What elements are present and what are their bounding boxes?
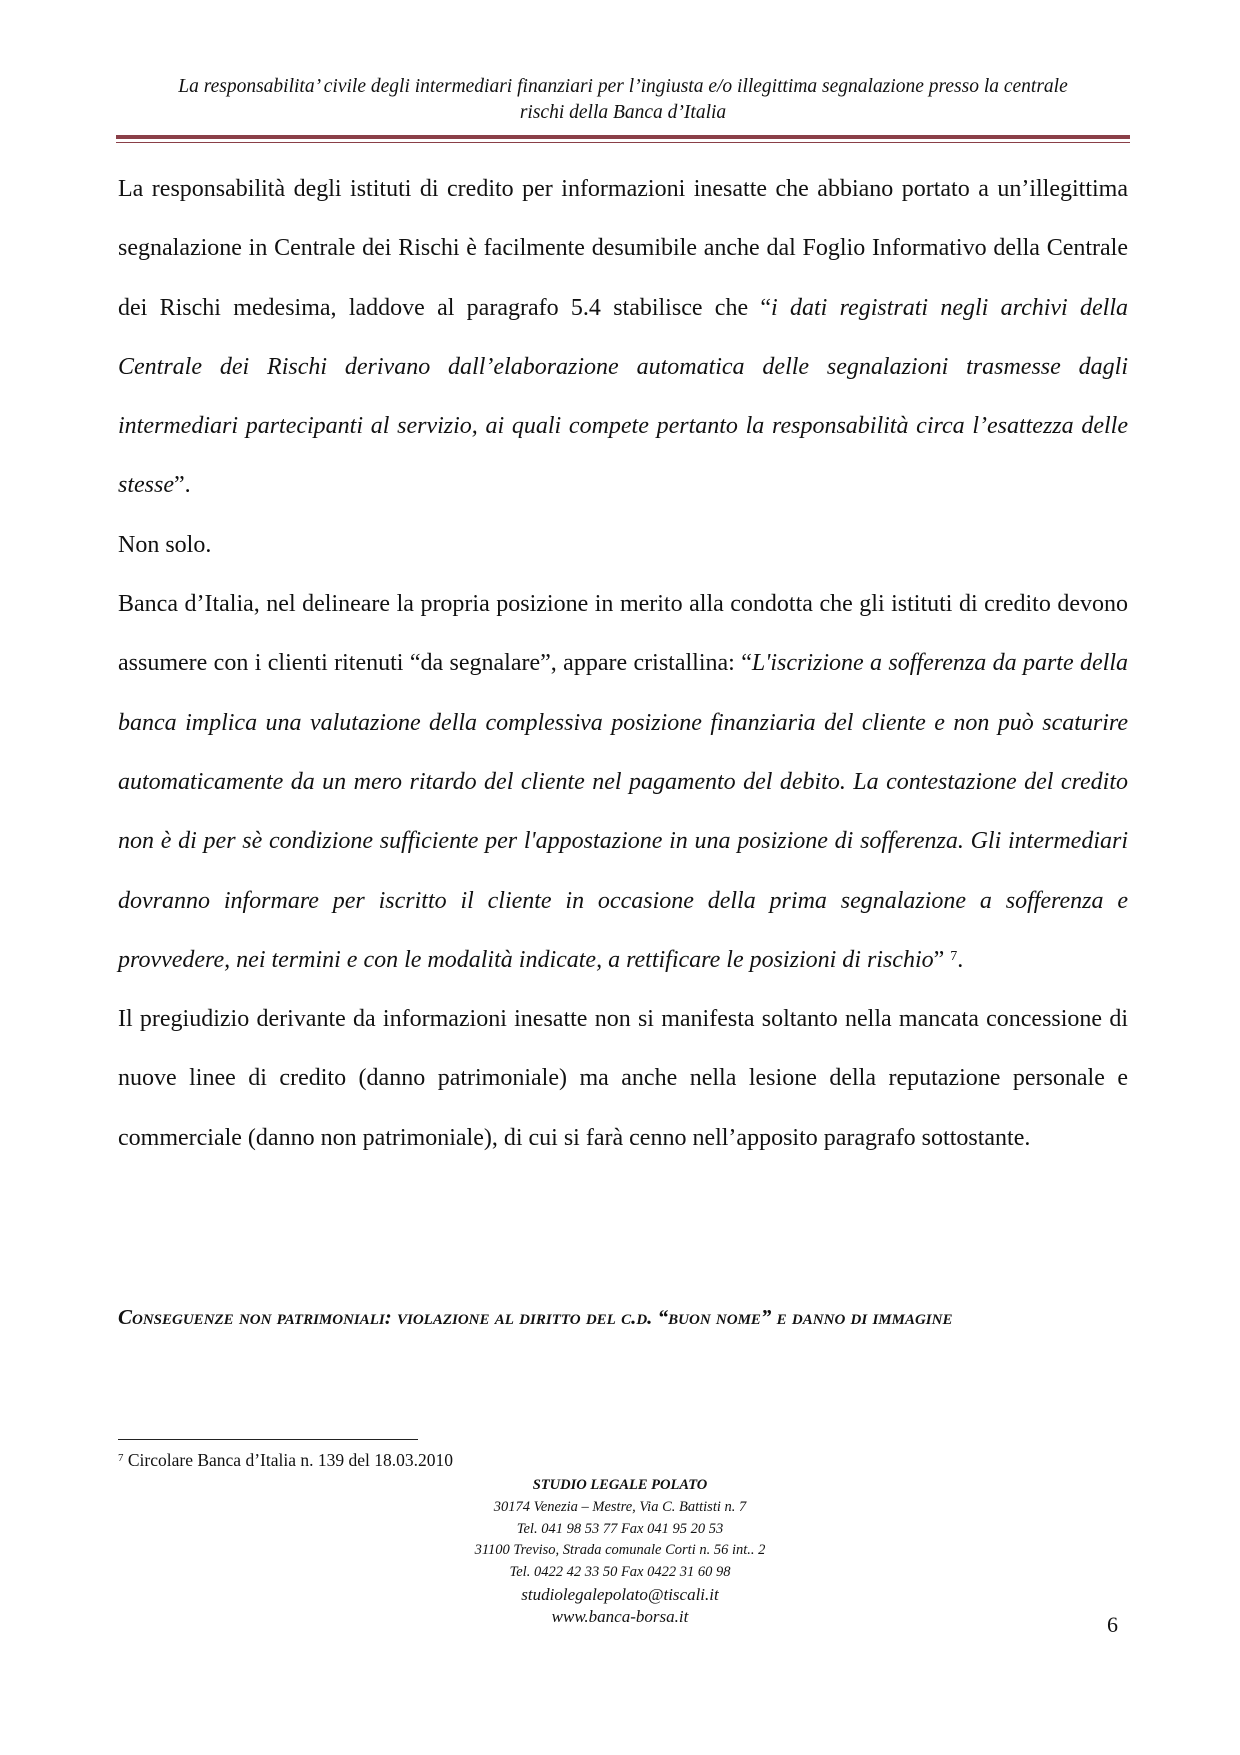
header-rule-thick xyxy=(116,135,1130,139)
paragraph-3-close: ” xyxy=(933,946,951,973)
page-number: 6 xyxy=(1107,1612,1118,1637)
header-rule-thin xyxy=(116,142,1130,143)
paragraph-1 xyxy=(118,160,1128,516)
paragraph-3-quote: L'iscrizione a sofferenza da parte della banca implica una valutazione della complessiva posizione finanziaria del cliente e non può scaturire automaticamente da un mero ritardo del cliente nel pagamento del debito. La contestazione del credito non è di per sè condizione sufficiente per l'appostazione in una posizione di sofferenza. Gli intermediari dovranno informare per iscritto il cliente in occasione della prima segnalazione a sofferenza e provvedere, nei termini e con le modalità indicate, a rettificare le posizioni di rischio xyxy=(118,650,1128,973)
studio-email-link[interactable]: studiolegalepolato@tiscali.it xyxy=(521,1584,719,1604)
paragraph-3-text: Banca d’Italia, nel delineare la propria posizione in merito alla condotta che gli istituti di credito devono assumere con i clienti ritenuti “da segnalare”, appare cristallina: “ xyxy=(118,591,1128,677)
studio-footer xyxy=(320,1475,920,1628)
footnote-separator xyxy=(118,1439,418,1440)
footnote-reference[interactable]: 7 xyxy=(950,948,958,964)
section-heading: Conseguenze non patrimoniali: violazione al diritto del c.d. “buon nome” e danno di immagine xyxy=(118,1305,953,1329)
paragraph-1-close: ”. xyxy=(174,472,191,499)
studio-phone-treviso: Tel. 0422 42 33 50 Fax 0422 31 60 98 xyxy=(509,1564,731,1581)
paragraph-3 xyxy=(118,575,1128,990)
paragraph-3-period: . xyxy=(957,946,964,973)
paragraph-1-text: La responsabilità degli istituti di credito per informazioni inesatte che abbiano portato a un’illegittima segnalazione in Centrale dei Rischi è facilmente desumibile anche dal Foglio Informativo della Centrale dei Rischi medesima, laddove al paragrafo 5.4 stabilisce che “ xyxy=(118,176,1128,321)
body-text xyxy=(118,160,1128,1168)
studio-website-link[interactable]: www.banca-borsa.it xyxy=(551,1606,689,1626)
studio-address-treviso: 31100 Treviso, Strada comunale Corti n. 56 int.. 2 xyxy=(474,1542,766,1559)
running-header-line-2: rischi della Banca d’Italia xyxy=(519,102,727,123)
studio-phone-venezia: Tel. 041 98 53 77 Fax 041 95 20 53 xyxy=(516,1520,724,1537)
studio-name: STUDIO LEGALE POLATO xyxy=(532,1477,708,1493)
running-header-line-1: La responsabilita’ civile degli intermediari finanziari per l’ingiusta e/o illegittima segnalazione presso la centrale xyxy=(178,76,1068,97)
studio-address-venezia: 30174 Venezia – Mestre, Via C. Battisti n. 7 xyxy=(493,1498,747,1515)
footnote xyxy=(118,1449,453,1471)
footnote-marker: 7 xyxy=(118,1452,124,1464)
running-header xyxy=(118,74,1128,126)
paragraph-2: Non solo. xyxy=(118,531,212,558)
paragraph-1-quote: i dati registrati negli archivi della Centrale dei Rischi derivano dall’elaborazione automatica delle segnalazioni trasmesse dagli intermediari partecipanti al servizio, ai quali compete pertanto la responsabilità circa l’esattezza delle stesse xyxy=(118,294,1128,499)
paragraph-4: Il pregiudizio derivante da informazioni inesatte non si manifesta soltanto nella mancata concessione di nuove linee di credito (danno patrimoniale) ma anche nella lesione della reputazione personale e commerciale (danno non patrimoniale), di cui si farà cenno nell’apposito paragrafo sottostante. xyxy=(118,1006,1128,1151)
footnote-text: Circolare Banca d’Italia n. 139 del 18.03.2010 xyxy=(123,1450,453,1470)
